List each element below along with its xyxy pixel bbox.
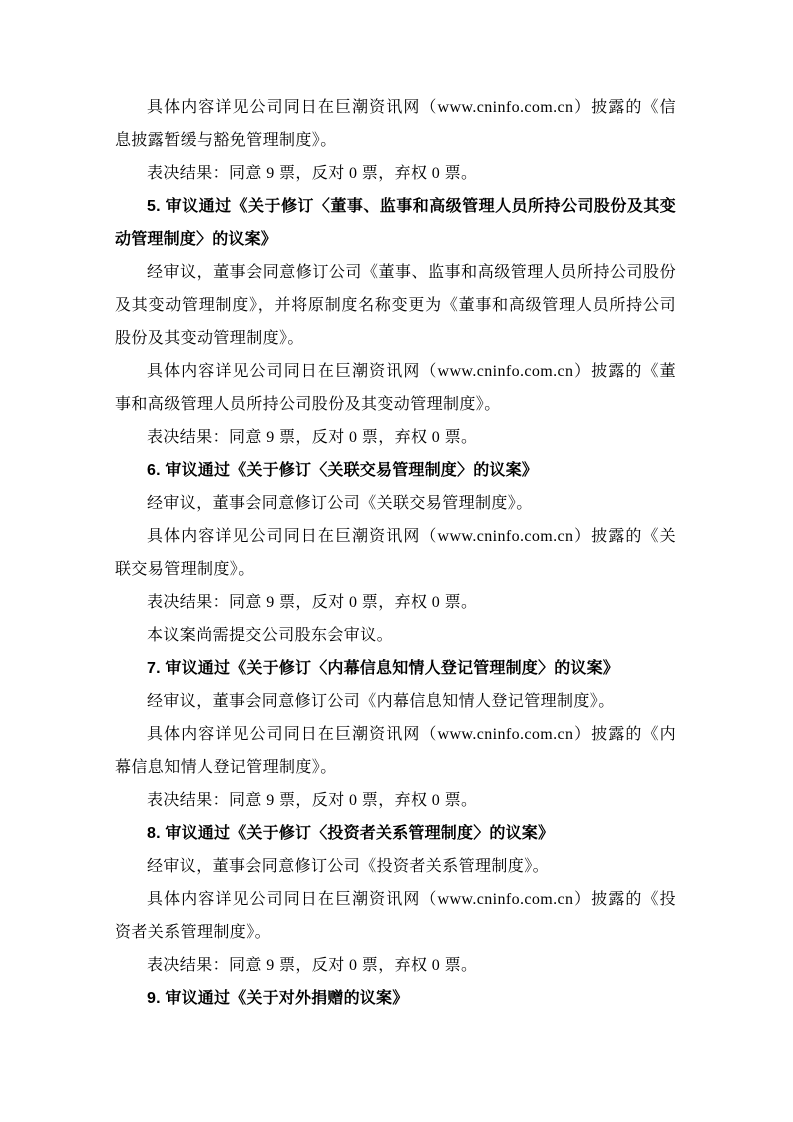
paragraph: 表决结果：同意 9 票，反对 0 票，弃权 0 票。 <box>147 594 478 611</box>
paragraph: 具体内容详见公司同日在巨潮资讯网（www.cninfo.com.cn）披露的《信息披露暂缓与豁免管理制度》。 <box>115 99 676 149</box>
paragraph: 本议案尚需提交公司股东会审议。 <box>147 627 394 644</box>
section-heading: 7. 审议通过《关于修订〈内幕信息知情人登记管理制度〉的议案》 <box>147 660 619 677</box>
paragraph: 经审议，董事会同意修订公司《关联交易管理制度》。 <box>147 495 533 512</box>
section-heading: 9. 审议通过《关于对外捐赠的议案》 <box>147 990 409 1007</box>
section-heading: 6. 审议通过《关于修订〈关联交易管理制度〉的议案》 <box>147 462 538 479</box>
paragraph: 经审议，董事会同意修订公司《投资者关系管理制度》。 <box>147 858 550 875</box>
paragraph: 经审议，董事会同意修订公司《董事、监事和高级管理人员所持公司股份及其变动管理制度》，并将原制度名称变更为《董事和高级管理人员所持公司股份及其变动管理制度》。 <box>115 264 676 347</box>
paragraph: 表决结果：同意 9 票，反对 0 票，弃权 0 票。 <box>147 792 478 809</box>
paragraph: 经审议，董事会同意修订公司《内幕信息知情人登记管理制度》。 <box>147 693 615 710</box>
paragraph: 具体内容详见公司同日在巨潮资讯网（www.cninfo.com.cn）披露的《关联交易管理制度》。 <box>115 528 676 578</box>
paragraph: 表决结果：同意 9 票，反对 0 票，弃权 0 票。 <box>147 957 478 974</box>
paragraph: 具体内容详见公司同日在巨潮资讯网（www.cninfo.com.cn）披露的《董事和高级管理人员所持公司股份及其变动管理制度》。 <box>115 363 676 413</box>
paragraph: 具体内容详见公司同日在巨潮资讯网（www.cninfo.com.cn）披露的《内幕信息知情人登记管理制度》。 <box>115 726 676 776</box>
paragraph: 表决结果：同意 9 票，反对 0 票，弃权 0 票。 <box>147 429 478 446</box>
section-heading: 5. 审议通过《关于修订〈董事、监事和高级管理人员所持公司股份及其变动管理制度〉的议案》 <box>115 198 676 248</box>
paragraph: 表决结果：同意 9 票，反对 0 票，弃权 0 票。 <box>147 165 478 182</box>
section-heading: 8. 审议通过《关于修订〈投资者关系管理制度〉的议案》 <box>147 825 555 842</box>
document-text-block <box>115 91 676 1015</box>
paragraph: 具体内容详见公司同日在巨潮资讯网（www.cninfo.com.cn）披露的《投资者关系管理制度》。 <box>115 891 676 941</box>
